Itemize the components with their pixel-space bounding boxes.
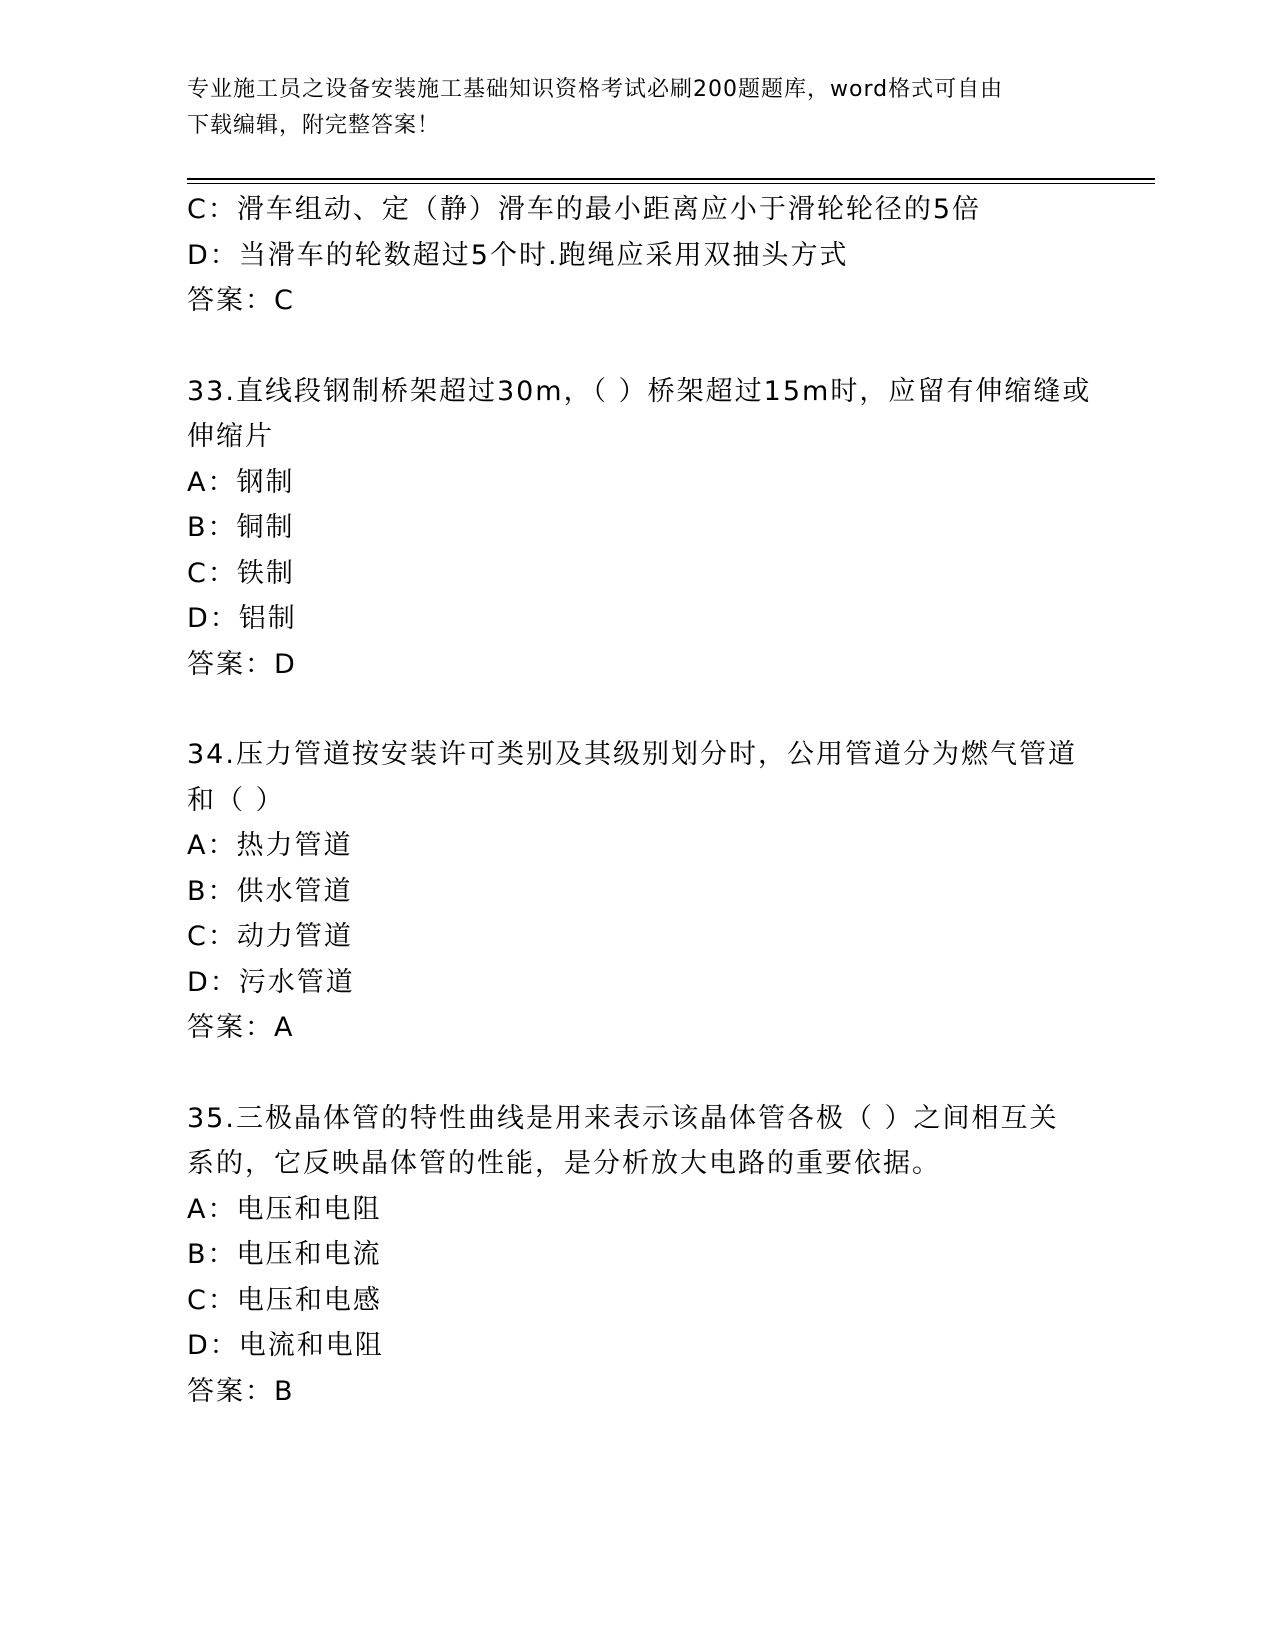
question-text-line-2: 伸缩片 (187, 421, 274, 452)
option-b: B：电压和电流 (187, 1239, 382, 1270)
question-34 (187, 732, 1087, 1051)
question-text-line-1: 33.直线段钢制桥架超过30m，（ ）桥架超过15m时，应留有伸缩缝或 (187, 375, 1092, 407)
option-b: B：铜制 (187, 512, 295, 543)
option-a: A：钢制 (187, 466, 295, 498)
question-text-line-1: 35.三极晶体管的特性曲线是用来表示该晶体管各极（ ）之间相互关 (187, 1102, 1059, 1134)
answer-line: 答案：C (187, 285, 295, 316)
option-a: A：电压和电阻 (187, 1193, 382, 1225)
question-33 (187, 369, 1092, 688)
header-line-2: 下载编辑，附完整答案！ (187, 113, 441, 138)
header-line-1: 专业施工员之设备安装施工基础知识资格考试必刷200题题库，word格式可自由 (187, 77, 1004, 102)
option-c: C：滑车组动、定（静）滑车的最小距离应小于滑轮轮径的5倍 (187, 194, 982, 225)
question-text-line-2: 和（ ） (187, 784, 285, 816)
option-d: D：电流和电阻 (187, 1330, 384, 1361)
option-a: A：热力管道 (187, 830, 353, 861)
option-d: D：铝制 (187, 603, 297, 634)
answer-line: 答案：A (187, 1012, 295, 1043)
header-rule-thin (187, 183, 1155, 184)
answer-line: 答案：B (187, 1375, 295, 1407)
option-d: D：当滑车的轮数超过5个时.跑绳应采用双抽头方式 (187, 239, 849, 271)
question-text-line-2: 系的，它反映晶体管的性能，是分析放大电路的重要依据。 (187, 1148, 941, 1179)
answer-line: 答案：D (187, 648, 297, 680)
document-body (187, 187, 1092, 1414)
option-d: D：污水管道 (187, 966, 355, 998)
question-text-line-1: 34.压力管道按安装许可类别及其级别划分时，公用管道分为燃气管道 (187, 739, 1077, 770)
previous-question-tail (187, 187, 1087, 324)
header-rule-thick (187, 178, 1155, 180)
question-35 (187, 1096, 1087, 1415)
page-header (187, 72, 1067, 144)
option-c: C：动力管道 (187, 921, 353, 952)
option-c: C：铁制 (187, 557, 295, 589)
option-c: C：电压和电感 (187, 1284, 382, 1316)
option-b: B：供水管道 (187, 875, 353, 907)
